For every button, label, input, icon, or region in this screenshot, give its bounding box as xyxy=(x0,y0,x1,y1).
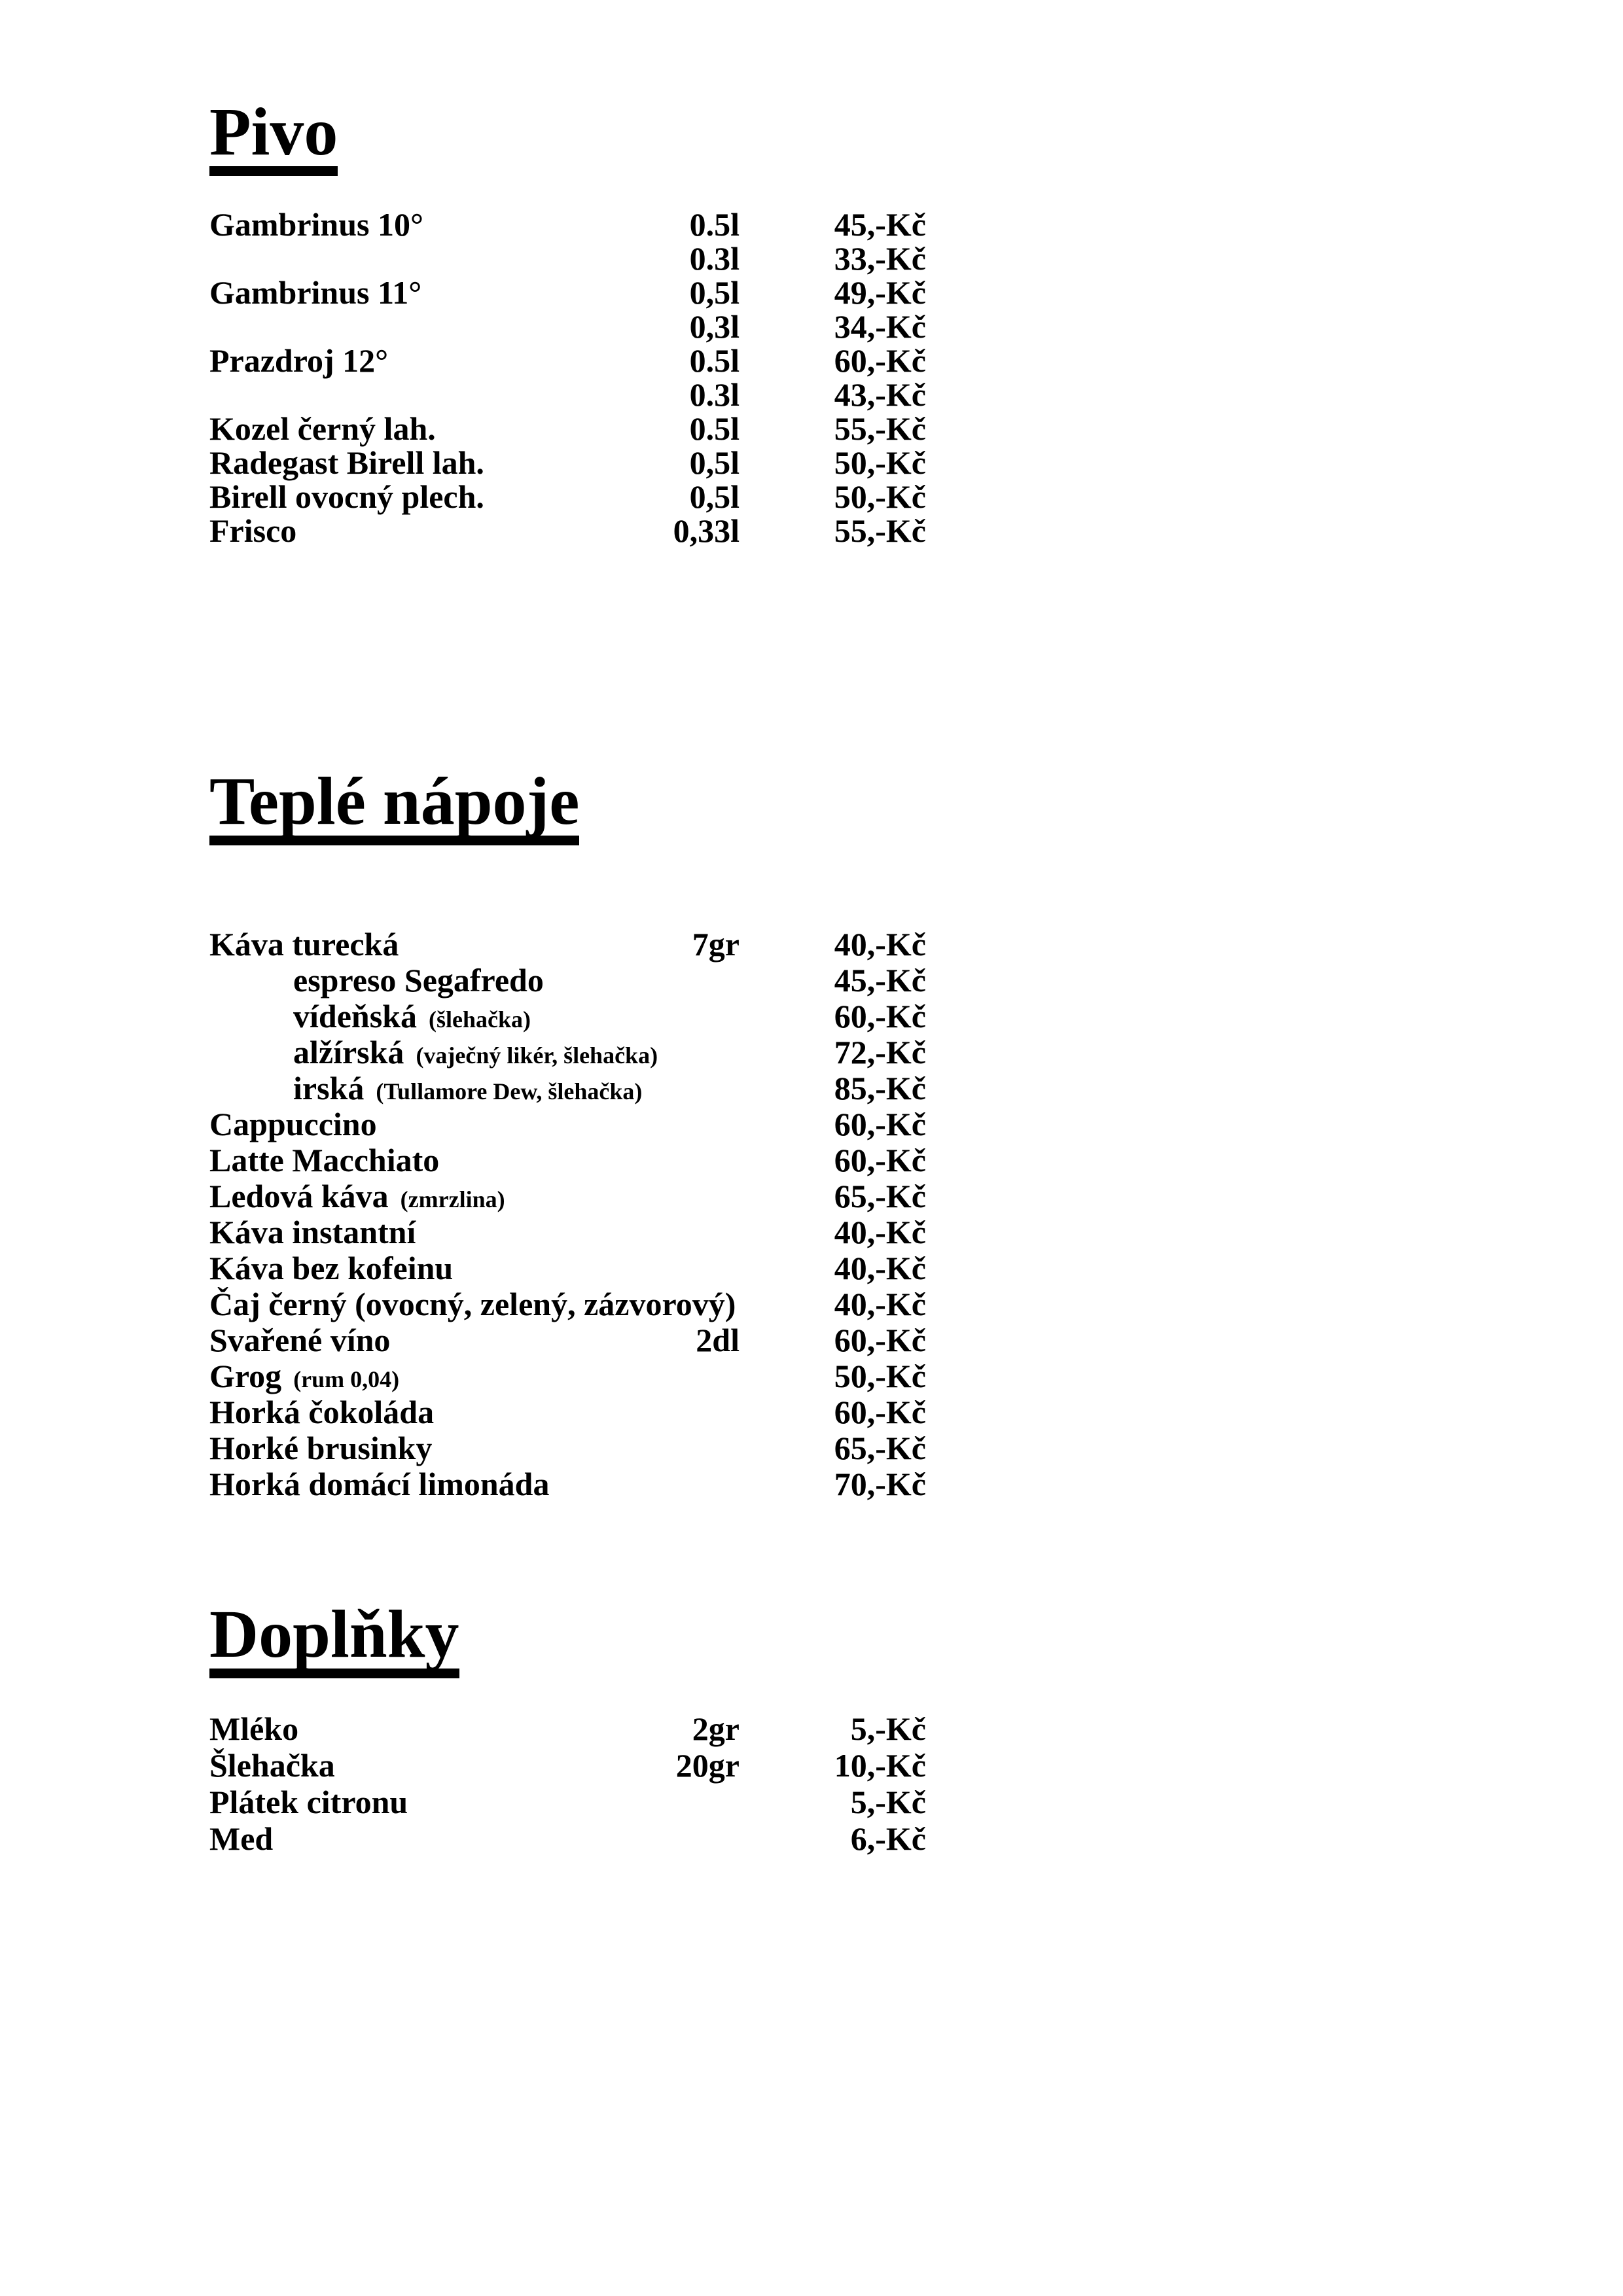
item-price: 65,-Kč xyxy=(834,1178,926,1214)
menu-item-row xyxy=(209,963,969,998)
item-price: 6,-Kč xyxy=(850,1820,926,1857)
menu-item-row xyxy=(209,514,969,548)
item-size: 2gr xyxy=(692,1710,740,1747)
item-name: Ledová káva (zmrzlina) xyxy=(209,1178,505,1214)
menu-item-row xyxy=(209,480,969,514)
section-title-doplnky-text: Doplňky xyxy=(209,1600,459,1678)
item-price: 40,-Kč xyxy=(834,1214,926,1250)
menu-item-row xyxy=(209,1394,969,1430)
menu-item-row xyxy=(209,309,969,344)
item-price: 60,-Kč xyxy=(834,1394,926,1430)
section-title-doplnky xyxy=(209,1597,459,1678)
item-price: 50,-Kč xyxy=(834,1358,926,1394)
menu-item-row xyxy=(209,927,969,963)
item-name: Svařené víno xyxy=(209,1322,391,1358)
item-name: Latte Macchiato xyxy=(209,1142,440,1178)
item-name: Šlehačka xyxy=(209,1747,335,1784)
menu-items-pivo xyxy=(209,207,969,548)
item-name: Káva bez kofeinu xyxy=(209,1250,454,1286)
item-price: 60,-Kč xyxy=(834,1322,926,1358)
item-price: 45,-Kč xyxy=(834,962,926,998)
menu-item-row xyxy=(209,207,969,241)
item-price: 60,-Kč xyxy=(834,1106,926,1142)
item-name: Birell ovocný plech. xyxy=(209,478,484,515)
menu-item-row xyxy=(209,1747,969,1784)
item-name: Cappuccino xyxy=(209,1106,377,1142)
item-size: 0,33l xyxy=(673,512,740,549)
item-price: 40,-Kč xyxy=(834,1286,926,1322)
item-size: 0.5l xyxy=(689,342,740,379)
menu-item-row xyxy=(209,1142,969,1178)
menu-item-row xyxy=(209,241,969,275)
menu-item-row xyxy=(209,1034,969,1070)
item-name: vídeňská (šlehačka) xyxy=(293,998,531,1034)
item-price: 40,-Kč xyxy=(834,1250,926,1286)
item-name: Horká domácí limonáda xyxy=(209,1466,550,1502)
item-name: Kozel černý lah. xyxy=(209,410,436,447)
section-title-teple-napoje-text: Teplé nápoje xyxy=(209,768,579,845)
menu-item-row xyxy=(209,1322,969,1358)
item-size: 2dl xyxy=(696,1322,740,1358)
item-price: 34,-Kč xyxy=(834,308,926,345)
item-size: 0,5l xyxy=(689,444,740,481)
item-name: Prazdroj 12° xyxy=(209,342,389,379)
item-note: (šlehačka) xyxy=(428,1006,531,1033)
item-name: Mléko xyxy=(209,1710,299,1747)
item-price: 40,-Kč xyxy=(834,926,926,963)
item-name: Med xyxy=(209,1820,274,1857)
section-title-pivo-text: Pivo xyxy=(209,98,338,176)
menu-item-row xyxy=(209,998,969,1034)
item-price: 55,-Kč xyxy=(834,410,926,447)
item-note: (vaječný likér, šlehačka) xyxy=(416,1042,658,1069)
item-note: (Tullamore Dew, šlehačka) xyxy=(376,1078,643,1104)
item-size: 0.3l xyxy=(689,240,740,277)
menu-item-row xyxy=(209,1430,969,1466)
item-price: 10,-Kč xyxy=(834,1747,926,1784)
section-title-pivo xyxy=(209,94,338,176)
item-price: 5,-Kč xyxy=(850,1784,926,1820)
item-size: 0.5l xyxy=(689,206,740,243)
menu-item-row xyxy=(209,1106,969,1142)
item-size: 0.5l xyxy=(689,410,740,447)
menu-item-row xyxy=(209,1178,969,1214)
menu-item-row xyxy=(209,1214,969,1250)
menu-item-row xyxy=(209,1070,969,1106)
menu-item-row xyxy=(209,1250,969,1286)
item-name: Frisco xyxy=(209,512,297,549)
menu-item-row xyxy=(209,344,969,378)
menu-item-row xyxy=(209,1358,969,1394)
item-name: irská (Tullamore Dew, šlehačka) xyxy=(293,1070,643,1106)
menu-item-row xyxy=(209,1286,969,1322)
section-title-teple-napoje xyxy=(209,764,580,845)
menu-item-row xyxy=(209,275,969,309)
item-note: (rum 0,04) xyxy=(293,1366,400,1392)
item-name: Horké brusinky xyxy=(209,1430,433,1466)
item-name: Radegast Birell lah. xyxy=(209,444,484,481)
menu-item-row xyxy=(209,378,969,412)
menu-item-row xyxy=(209,446,969,480)
item-name: Gambrinus 10° xyxy=(209,206,424,243)
item-name: Horká čokoláda xyxy=(209,1394,435,1430)
item-name: Grog (rum 0,04) xyxy=(209,1358,400,1394)
item-price: 50,-Kč xyxy=(834,444,926,481)
item-price: 70,-Kč xyxy=(834,1466,926,1502)
item-price: 60,-Kč xyxy=(834,342,926,379)
menu-item-row xyxy=(209,1710,969,1747)
menu-item-row xyxy=(209,1784,969,1820)
item-name: Káva instantní xyxy=(209,1214,416,1250)
item-price: 5,-Kč xyxy=(850,1710,926,1747)
item-price: 33,-Kč xyxy=(834,240,926,277)
item-size: 0,5l xyxy=(689,274,740,311)
item-name: Plátek citronu xyxy=(209,1784,408,1820)
menu-items-teple-napoje xyxy=(209,927,969,1502)
item-name: alžírská (vaječný likér, šlehačka) xyxy=(293,1034,658,1070)
menu-item-row xyxy=(209,412,969,446)
menu-items-doplnky xyxy=(209,1710,969,1857)
menu-item-row xyxy=(209,1466,969,1502)
item-price: 85,-Kč xyxy=(834,1070,926,1106)
item-price: 60,-Kč xyxy=(834,998,926,1034)
item-price: 55,-Kč xyxy=(834,512,926,549)
item-size: 20gr xyxy=(675,1747,740,1784)
item-name: espreso Segafredo xyxy=(293,962,544,998)
item-size: 0,3l xyxy=(689,308,740,345)
item-size: 0.3l xyxy=(689,376,740,413)
item-name: Čaj černý (ovocný, zelený, zázvorový) xyxy=(209,1286,736,1322)
item-price: 50,-Kč xyxy=(834,478,926,515)
item-price: 72,-Kč xyxy=(834,1034,926,1070)
item-size: 0,5l xyxy=(689,478,740,515)
item-name: Káva turecká xyxy=(209,926,399,963)
item-name: Gambrinus 11° xyxy=(209,274,422,311)
menu-item-row xyxy=(209,1820,969,1857)
item-price: 49,-Kč xyxy=(834,274,926,311)
item-price: 65,-Kč xyxy=(834,1430,926,1466)
item-size: 7gr xyxy=(692,926,740,963)
item-price: 45,-Kč xyxy=(834,206,926,243)
item-note: (zmrzlina) xyxy=(400,1186,505,1212)
item-price: 60,-Kč xyxy=(834,1142,926,1178)
item-price: 43,-Kč xyxy=(834,376,926,413)
